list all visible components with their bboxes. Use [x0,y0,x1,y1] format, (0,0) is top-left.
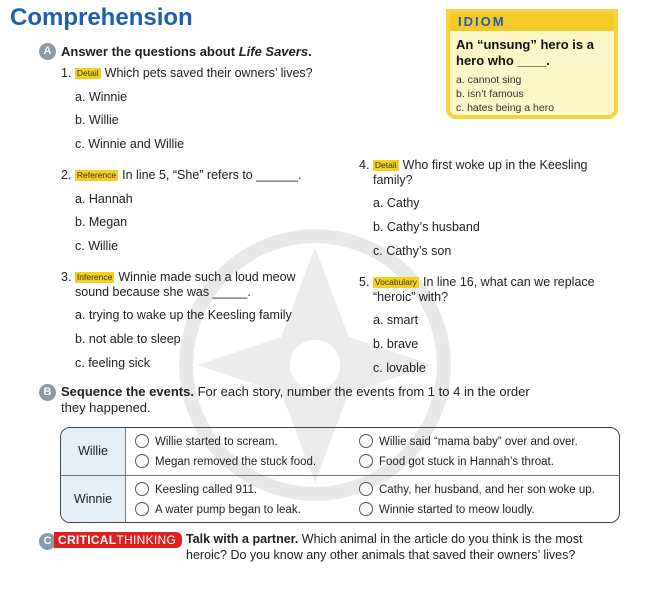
table-row [61,428,619,475]
answer-option: c. Willie [75,239,119,253]
question-tag: Reference [76,170,117,180]
sequence-table [60,427,620,523]
answer-option: c. lovable [373,361,426,375]
event-item[interactable]: Cathy, her husband, and her son woke up. [359,482,595,496]
section-c-label: C [39,533,56,550]
number-circle-icon[interactable] [135,434,149,448]
answer-option: a. Cathy [373,196,420,210]
question-tag: Detail [76,68,99,78]
event-item[interactable]: Willie started to scream. [135,434,278,448]
answer-option: c. Winnie and Willie [75,137,185,151]
answer-option: b. not able to sleep [75,332,181,346]
idiom-option: c. hates being a hero [456,102,555,114]
answer-option: a. smart [373,313,419,327]
number-circle-icon[interactable] [135,482,149,496]
idiom-option: a. cannot sing [456,74,522,86]
event-item[interactable]: Megan removed the stuck food. [135,454,316,468]
idiom-heading: IDIOM [450,13,614,31]
critical-thinking-badge: CRITICALTHINKING [54,532,182,548]
answer-option: b. Willie [75,113,119,127]
discussion-prompt: Talk with a partner. Which animal in the article do you think is the most heroic? Do you know any other animals that saved their owners’ lives? [186,532,583,562]
answer-option: a. Winnie [75,90,128,104]
event-item[interactable]: Winnie started to meow loudly. [359,502,535,516]
answer-option: a. trying to wake up the Keesling family [75,308,292,322]
event-item[interactable]: A water pump began to leak. [135,502,301,516]
answer-option: b. Megan [75,215,128,229]
answer-option: c. feeling sick [75,356,151,370]
story-name: Willie [61,428,126,475]
number-circle-icon[interactable] [359,434,373,448]
question-tag: Inference [76,272,113,282]
section-b-instruction: Sequence the events. For each story, number the events from 1 to 4 in the order they happened. [61,384,530,415]
number-circle-icon[interactable] [135,454,149,468]
question-tag: Detail [374,160,397,170]
section-a-instruction [61,44,312,59]
answer-option: b. Cathy’s husband [373,220,480,234]
event-item[interactable]: Willie said “mama baby” over and over. [359,434,578,448]
number-circle-icon[interactable] [359,482,373,496]
question-5: 5. Vocabulary In line 16, what can we replace “heroic” with? [359,275,595,304]
event-item[interactable]: Keesling called 911. [135,482,257,496]
question-3: 3. Inference Winnie made such a loud meow sound because she was _____. [61,270,296,299]
instruction-prefix: Answer the questions about [61,44,239,59]
story-name: Winnie [61,476,126,523]
idiom-box [446,9,618,119]
answer-option: c. Cathy’s son [373,244,452,258]
section-b-label: B [39,384,56,401]
story-title: Life Savers [238,44,309,59]
page-title: Comprehension [10,4,193,31]
question-1: 1. Detail Which pets saved their owners’ lives? [61,66,313,80]
table-row [61,476,619,523]
section-a-label: A [39,43,56,60]
number-circle-icon[interactable] [135,502,149,516]
event-item[interactable]: Food got stuck in Hannah’s throat. [359,454,554,468]
idiom-option: b. isn’t famous [456,88,524,100]
idiom-question: An “unsung” hero is a hero who ____. [456,37,594,68]
instruction-suffix: . [308,44,312,59]
answer-option: b. brave [373,337,419,351]
question-2: 2. Reference In line 5, “She” refers to ______. [61,168,302,182]
question-4: 4. Detail Who first woke up in the Keesling family? [359,158,588,187]
question-tag: Vocabulary [374,277,417,287]
number-circle-icon[interactable] [359,454,373,468]
answer-option: a. Hannah [75,192,133,206]
number-circle-icon[interactable] [359,502,373,516]
